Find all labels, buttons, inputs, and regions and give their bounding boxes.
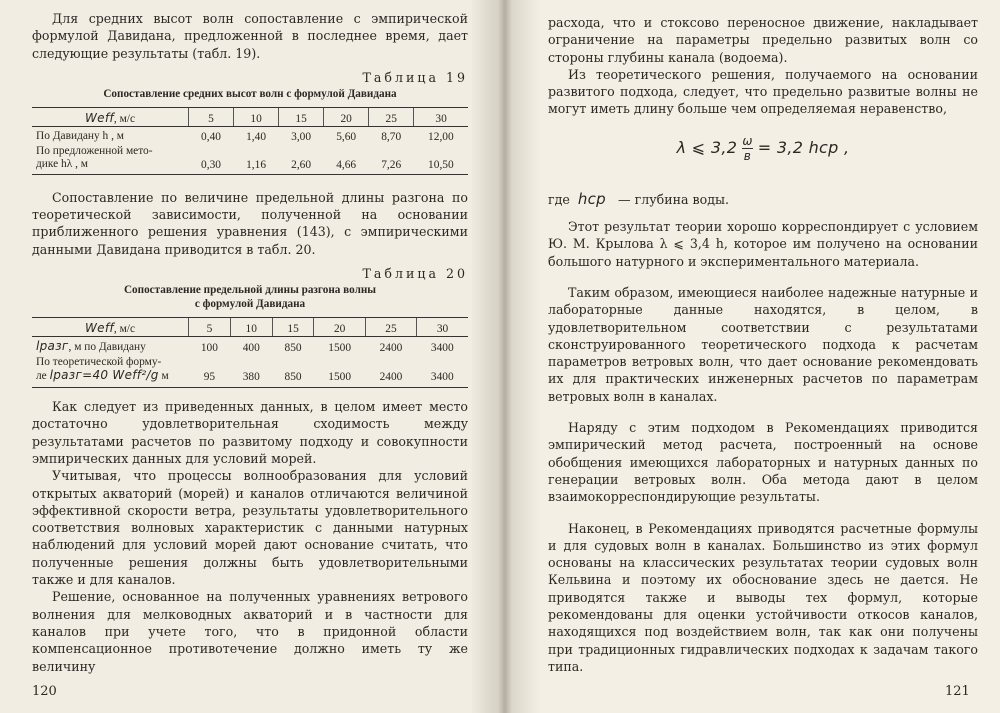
table-row [32, 126, 468, 144]
page-number-right: 121 [945, 684, 970, 699]
spacer [548, 405, 978, 419]
spacer [32, 175, 468, 189]
table-cell: 2400 [379, 342, 403, 355]
table-19-title: Сопоставление средних высот волн с формулой Давидана [103, 87, 397, 100]
row-label: По предложенной мето- дике hλ , м [32, 144, 189, 175]
table-header-cell: 15 [279, 107, 324, 126]
table-19-number: Таблица 19 [362, 69, 468, 85]
table-cell: 1,40 [246, 130, 267, 143]
paragraph: Учитывая, что процессы волнообразования для условий открытых акваторий (морей) и каналов отличаются величиной эффективной скорости ветра, результаты удовлетворительного соответствия волновых характеристик с данными натурных наблюдений для условий морей дают основание считать, что полученные решения должны быть удовлетворительными также и для каналов. [32, 468, 468, 588]
table-header-cell: 20 [324, 107, 369, 126]
row-label: По Давидану h , м [36, 129, 125, 142]
table-cell: 3,00 [291, 130, 312, 143]
paragraph: Наконец, в Рекомендациях приводятся расчетные формулы и для судовых волн в каналах. Большинство из этих формул основаны на классических результатах теории судовых волн Кельвина и поэтому их обоснование здесь не дается. Не приводятся также и выводы тех формул, которые рекомендованы для оценки устойчивости откосов каналов, находящихся под воздействием волн, так как они получены при традиционных гидравлических подходах к задачам такого типа. [548, 520, 978, 674]
paragraph: Для средних высот волн сопоставление с эмпирической формулой Давидана, предложенной в последнее время, дает следующие результаты (табл. 19). [32, 11, 468, 61]
table-header-cell: 5 [189, 318, 231, 337]
table-cell: 3400 [430, 342, 454, 355]
table-cell: 3400 [417, 355, 468, 388]
table-header-cell: 10 [234, 107, 279, 126]
paragraph: Из теоретического решения, получаемого на основании развитого подхода, следует, что предельно развитые волны не могут иметь длину больше чем определяемая неравенство, [548, 66, 978, 117]
table-cell: 95 [189, 355, 231, 388]
table-cell: 1500 [314, 355, 365, 388]
table-header-cell: 20 [314, 318, 365, 337]
table-20-number: Таблица 20 [362, 266, 468, 282]
formula-fraction: $\frac{\omega}{в}$ [742, 133, 753, 163]
where-line: где hср — глубина воды. [548, 189, 729, 208]
table-cell: 5,60 [336, 130, 357, 143]
left-page-text [32, 10, 468, 675]
table-header-cell: 10 [230, 318, 272, 337]
table-cell: 0,40 [201, 130, 221, 143]
table-header-cell: 15 [272, 318, 314, 337]
table-header-cell: 5 [189, 107, 234, 126]
table-cell: 400 [242, 342, 260, 355]
paragraph: Сопоставление по величине предельной длины разгона по теоретической зависимости, полученной на основании приближенного решения уравнения (143), с эмпирическими данными Давидана приводится в табл. 20. [32, 189, 468, 257]
table-header-row [32, 107, 468, 126]
table-cell: 12,00 [428, 130, 454, 143]
table-cell: 2400 [365, 355, 416, 388]
right-page-text [548, 14, 978, 675]
spacer [548, 208, 978, 218]
row-label: lразг, м по Давидану [36, 339, 146, 354]
formula-lhs: λ ⩽ 3,2 [676, 137, 738, 157]
paragraph: расхода, что и стоксово переносное движение, накладывает ограничение на параметры предельно развитых волн со стороны глубины канала (водоема). [548, 15, 978, 65]
page-number-left: 120 [32, 684, 57, 699]
table-20 [32, 317, 468, 388]
spacer [32, 388, 468, 398]
table-row [32, 144, 468, 175]
paragraph: Как следует из приведенных данных, в целом имеет место достаточно удовлетворительная сходимость между результатами расчетов по развитому подходу и совокупности эмпирических данных для условий морей. [32, 399, 468, 466]
table-cell: 1,16 [234, 144, 279, 175]
table-cell: 850 [272, 355, 314, 388]
inequality-formula [548, 134, 978, 163]
table-cell: 2,60 [279, 144, 324, 175]
row-label: По теоретической форму- ле lразг=40 Weff²/g м [32, 355, 189, 388]
table-cell: 0,30 [189, 144, 234, 175]
table-header-row [32, 318, 468, 337]
table-cell: 8,70 [381, 130, 402, 143]
spacer [548, 169, 978, 191]
table-cell: 100 [200, 342, 218, 355]
table-20-title: Сопоставление предельной длины разгона волны с формулой Давидана [123, 284, 377, 311]
table-cell: 850 [284, 342, 302, 355]
table-cell: 10,50 [414, 144, 468, 175]
table-header-cell: 30 [417, 318, 468, 337]
table-header-label: Weff, м/с [32, 318, 189, 337]
table-header-label: Weff, м/с [32, 107, 189, 126]
paragraph: Таким образом, имеющиеся наиболее надежные натурные и лабораторные данные находятся, в целом, в удовлетворительном соответствии с результатами сконструированного теоретического подхода к расчетам параметров ветровых волн, что дает основание рекомендовать их для практических инженерных расчетов по параметрам ветровых волн в каналах. [548, 284, 978, 404]
table-cell: 380 [230, 355, 272, 388]
table-row [32, 355, 468, 388]
paragraph: Решение, основанное на полученных уравнениях ветрового волнения для мелководных акваторий и в частности для каналов при учете того, что в придонной области компенсационное противотечение должно иметь ту же величину [32, 589, 468, 674]
spacer [548, 506, 978, 520]
spacer [548, 270, 978, 284]
table-cell: 4,66 [324, 144, 369, 175]
paragraph: Наряду с этим подходом в Рекомендациях приводится эмпирический метод расчета, построенный на основе обобщения имеющихся лабораторных и натурных данных по генерации ветровых волн. Оба метода дают в целом взаимокорреспондирующие результаты. [548, 420, 978, 505]
table-row [32, 337, 468, 356]
table-header-cell: 25 [369, 107, 414, 126]
table-header-cell: 30 [414, 107, 468, 126]
table-cell: 7,26 [369, 144, 414, 175]
table-header-cell: 25 [365, 318, 416, 337]
formula-rhs: = 3,2 hср , [757, 137, 850, 157]
table-cell: 1500 [328, 342, 352, 355]
table-19 [32, 107, 468, 175]
paragraph: Этот результат теории хорошо корреспондирует с условием Ю. М. Крылова λ ⩽ 3,4 h, которое им получено на основании большого натурного и экспериментального материала. [548, 219, 978, 269]
